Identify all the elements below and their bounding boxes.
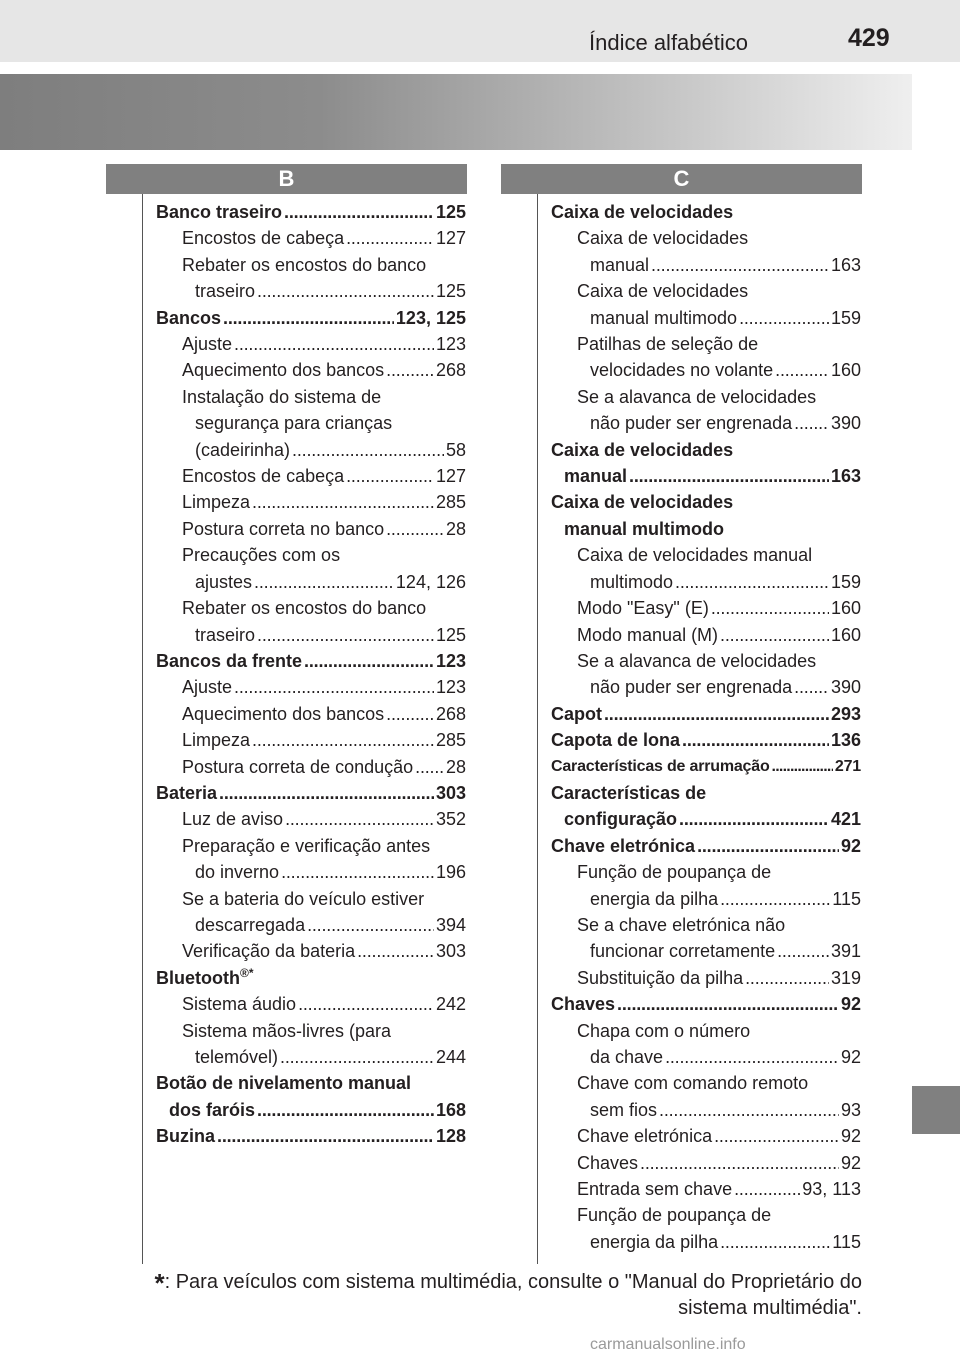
dot-leader bbox=[711, 595, 829, 621]
index-entry bbox=[551, 859, 861, 885]
index-entry-text: Limpeza bbox=[182, 492, 251, 513]
index-entry-text: Banco traseiro bbox=[156, 202, 283, 222]
dot-leader bbox=[772, 754, 833, 780]
index-entry-text: não puder ser engrenada bbox=[590, 413, 793, 434]
index-entry-text: do inverno bbox=[195, 862, 280, 883]
index-entry bbox=[551, 833, 861, 859]
index-entry-page: 124, 126 bbox=[395, 571, 466, 592]
index-entry-text: Rebater os encostos do banco bbox=[182, 598, 427, 619]
index-entry-text: Patilhas de seleção de bbox=[577, 334, 759, 355]
index-entry bbox=[551, 674, 861, 700]
column-header-c: C bbox=[501, 164, 862, 194]
index-entry-page: 128 bbox=[435, 1126, 466, 1147]
index-entry bbox=[156, 701, 466, 727]
index-entry-page: 244 bbox=[435, 1047, 466, 1067]
index-entry-text: Caixa de velocidades bbox=[551, 439, 734, 460]
header-bar bbox=[0, 0, 960, 62]
index-entry-page: 115 bbox=[832, 1231, 861, 1252]
index-entry-text: energia da pilha bbox=[590, 1231, 719, 1252]
index-entry-page: 28 bbox=[445, 518, 466, 539]
index-entry-page: 93, 113 bbox=[802, 1179, 861, 1200]
index-entry-page: 196 bbox=[435, 862, 466, 883]
dot-leader bbox=[720, 622, 829, 648]
index-entry bbox=[156, 489, 466, 515]
index-entry-text: funcionar corretamente bbox=[590, 941, 776, 962]
index-entry-text: sem fios bbox=[590, 1099, 658, 1120]
dot-leader bbox=[257, 622, 434, 648]
index-entry bbox=[551, 754, 861, 780]
index-entry-text: Características de arrumação bbox=[551, 757, 770, 775]
column-divider-b bbox=[142, 194, 143, 1264]
dot-leader bbox=[665, 1044, 839, 1070]
index-entry-text: Caixa de velocidades bbox=[577, 281, 749, 302]
index-entry-text: da chave bbox=[590, 1047, 664, 1067]
index-entry-text: (cadeirinha) bbox=[195, 439, 291, 460]
index-entry-text: manual multimodo bbox=[564, 518, 725, 539]
column-divider-c bbox=[537, 194, 538, 1264]
index-entry-text: Sistema mãos-livres (para bbox=[182, 1020, 392, 1041]
index-entry-page: 319 bbox=[830, 967, 861, 988]
index-entry-text: Bluetooth bbox=[156, 967, 240, 988]
index-entry-page: 285 bbox=[435, 730, 466, 751]
index-entry bbox=[156, 754, 466, 780]
index-entry-text: Capota de lona bbox=[551, 730, 681, 751]
index-entry-text: Chaves bbox=[577, 1152, 639, 1173]
dot-leader bbox=[280, 1044, 434, 1070]
index-entry bbox=[156, 727, 466, 753]
index-entry bbox=[551, 252, 861, 278]
index-entry-page: 125 bbox=[435, 281, 466, 302]
index-entry-text: manual multimodo bbox=[590, 307, 738, 328]
index-entry-text: Buzina bbox=[156, 1126, 216, 1147]
index-entry-page: 92 bbox=[840, 1152, 861, 1173]
index-entry-text: Substituição da pilha bbox=[577, 967, 744, 988]
index-entry-text: Bancos bbox=[156, 307, 222, 328]
index-entry bbox=[156, 648, 466, 674]
index-entry-text: manual bbox=[564, 466, 628, 487]
dot-leader bbox=[307, 912, 434, 938]
index-entry-text: Caixa de velocidades manual bbox=[577, 545, 813, 566]
index-entry-page: 127 bbox=[435, 466, 466, 487]
column-header-b: B bbox=[106, 164, 467, 194]
dot-leader bbox=[284, 199, 434, 225]
index-entry bbox=[156, 1018, 466, 1044]
index-entry-text: Chave eletrónica bbox=[577, 1126, 713, 1147]
index-entry bbox=[156, 938, 466, 964]
index-entry-text: velocidades no volante bbox=[590, 360, 774, 381]
index-entry bbox=[156, 463, 466, 489]
index-entry bbox=[551, 463, 861, 489]
index-entry-text: Limpeza bbox=[182, 730, 251, 751]
dot-leader bbox=[346, 463, 434, 489]
dot-leader bbox=[415, 754, 444, 780]
index-entry-page: 28 bbox=[445, 756, 466, 777]
index-entry-page: 123, 125 bbox=[395, 307, 466, 328]
index-entry bbox=[156, 595, 466, 621]
index-entry-superscript: ®* bbox=[239, 965, 254, 980]
dot-leader bbox=[217, 1123, 434, 1149]
index-entry bbox=[551, 225, 861, 251]
dot-leader bbox=[720, 886, 830, 912]
dot-leader bbox=[629, 463, 829, 489]
dot-leader bbox=[223, 305, 394, 331]
index-entry-page: 125 bbox=[435, 202, 466, 222]
index-entry bbox=[551, 437, 861, 463]
dot-leader bbox=[346, 225, 434, 251]
index-entry-text: Se a bateria do veículo estiver bbox=[182, 888, 425, 909]
index-entry-page: 115 bbox=[832, 888, 861, 909]
decorative-gradient-band bbox=[0, 74, 912, 150]
index-entry-text: Caixa de velocidades bbox=[551, 492, 734, 513]
dot-leader bbox=[234, 674, 434, 700]
index-column-c bbox=[551, 199, 861, 1255]
index-entry-text: configuração bbox=[564, 809, 678, 830]
index-entry-text: Encostos de cabeça bbox=[182, 466, 345, 487]
index-entry-page: 123 bbox=[435, 677, 466, 698]
index-entry bbox=[551, 622, 861, 648]
index-entry-page: 160 bbox=[830, 360, 861, 381]
index-entry bbox=[551, 384, 861, 410]
dot-leader bbox=[640, 1150, 839, 1176]
dot-leader bbox=[257, 278, 434, 304]
index-entry-page: 421 bbox=[830, 809, 861, 830]
index-entry-text: segurança para crianças bbox=[195, 413, 393, 434]
index-entry bbox=[156, 384, 466, 410]
dot-leader bbox=[659, 1097, 839, 1123]
index-entry-text: descarregada bbox=[195, 914, 306, 935]
index-entry bbox=[551, 806, 861, 832]
index-entry-page: 285 bbox=[435, 492, 466, 513]
index-entry-page: 123 bbox=[435, 650, 466, 671]
index-entry bbox=[551, 648, 861, 674]
index-entry-text: energia da pilha bbox=[590, 888, 719, 909]
index-entry-text: Bancos da frente bbox=[156, 650, 303, 671]
index-entry-page: 92 bbox=[840, 835, 861, 856]
dot-leader bbox=[292, 437, 444, 463]
index-entry-text: Se a alavanca de velocidades bbox=[577, 386, 817, 407]
index-entry bbox=[551, 1202, 861, 1228]
index-entry bbox=[551, 938, 861, 964]
index-entry-page: 92 bbox=[840, 1126, 861, 1147]
index-entry-text: Modo "Easy" (E) bbox=[577, 598, 709, 619]
index-entry bbox=[156, 991, 466, 1017]
index-entry bbox=[156, 1097, 466, 1123]
page-number: 429 bbox=[848, 24, 890, 52]
index-entry-text: Instalação do sistema de bbox=[182, 386, 382, 407]
index-entry bbox=[156, 569, 466, 595]
index-entry-text: Função de poupança de bbox=[577, 862, 772, 883]
index-entry-page: 352 bbox=[435, 809, 466, 830]
index-entry bbox=[156, 886, 466, 912]
dot-leader bbox=[386, 516, 444, 542]
dot-leader bbox=[675, 569, 829, 595]
index-entry bbox=[156, 252, 466, 278]
index-entry bbox=[156, 542, 466, 568]
section-title: Índice alfabético bbox=[589, 30, 748, 55]
index-entry bbox=[551, 1097, 861, 1123]
index-entry bbox=[156, 225, 466, 251]
index-entry-text: Caixa de velocidades bbox=[577, 228, 749, 249]
watermark: carmanualsonline.info bbox=[590, 1336, 746, 1353]
index-entry-page: 92 bbox=[840, 994, 861, 1015]
index-entry-text: Ajuste bbox=[182, 677, 233, 698]
index-entry-text: Função de poupança de bbox=[577, 1205, 772, 1226]
index-entry-page: 58 bbox=[445, 439, 466, 460]
index-entry-page: 159 bbox=[830, 571, 861, 592]
index-entry-page: 268 bbox=[435, 703, 466, 724]
index-entry-text: Luz de aviso bbox=[182, 809, 284, 830]
index-entry bbox=[551, 991, 861, 1017]
index-entry-text: Se a alavanca de velocidades bbox=[577, 650, 817, 671]
index-entry-text: Aquecimento dos bancos bbox=[182, 360, 385, 381]
index-entry-text: dos faróis bbox=[169, 1099, 256, 1120]
index-entry bbox=[551, 1176, 861, 1202]
index-entry-page: 127 bbox=[435, 228, 466, 249]
index-entry-text: Bateria bbox=[156, 782, 218, 803]
dot-leader bbox=[714, 1123, 839, 1149]
index-entry bbox=[156, 516, 466, 542]
index-entry-text: traseiro bbox=[195, 281, 256, 302]
dot-leader bbox=[252, 489, 434, 515]
index-entry-page: 160 bbox=[830, 624, 861, 645]
index-entry bbox=[156, 1070, 466, 1096]
index-entry-text: Encostos de cabeça bbox=[182, 228, 345, 249]
dot-leader bbox=[794, 410, 829, 436]
dot-leader bbox=[357, 938, 434, 964]
dot-leader bbox=[794, 674, 829, 700]
index-entry-text: Rebater os encostos do banco bbox=[182, 254, 427, 275]
index-entry bbox=[551, 516, 861, 542]
section-tab bbox=[912, 1086, 960, 1134]
index-entry-text: Postura correta no banco bbox=[182, 518, 385, 539]
dot-leader bbox=[257, 1097, 434, 1123]
dot-leader bbox=[604, 701, 829, 727]
index-entry-page: 163 bbox=[830, 254, 861, 275]
index-entry-text: Verificação da bateria bbox=[182, 941, 356, 962]
index-entry bbox=[156, 833, 466, 859]
index-entry-text: Botão de nivelamento manual bbox=[156, 1073, 412, 1094]
index-entry-page: 293 bbox=[830, 703, 861, 724]
index-entry bbox=[156, 1044, 466, 1070]
index-entry bbox=[551, 1070, 861, 1096]
dot-leader bbox=[386, 357, 434, 383]
dot-leader bbox=[386, 701, 434, 727]
index-entry-page: 303 bbox=[435, 782, 466, 803]
index-entry-text: Aquecimento dos bancos bbox=[182, 703, 385, 724]
index-entry-text: Entrada sem chave bbox=[577, 1179, 733, 1200]
index-entry-text: Características de bbox=[551, 782, 707, 803]
index-entry bbox=[551, 305, 861, 331]
index-entry-text: Chapa com o número bbox=[577, 1020, 751, 1041]
index-entry bbox=[551, 965, 861, 991]
index-entry-page: 168 bbox=[435, 1099, 466, 1120]
index-entry bbox=[156, 912, 466, 938]
index-entry-page: 390 bbox=[830, 677, 861, 698]
dot-leader bbox=[720, 1229, 830, 1255]
index-entry bbox=[551, 489, 861, 515]
dot-leader bbox=[682, 727, 829, 753]
index-entry-text: Sistema áudio bbox=[182, 994, 297, 1015]
index-entry-page: 125 bbox=[435, 624, 466, 645]
index-entry bbox=[156, 331, 466, 357]
footnote bbox=[90, 1270, 862, 1321]
index-entry-page: 123 bbox=[435, 334, 466, 355]
index-entry-text: Capot bbox=[551, 703, 602, 724]
dot-leader bbox=[651, 252, 829, 278]
index-entry-text: Chave eletrónica bbox=[551, 835, 696, 856]
index-column-b bbox=[156, 199, 466, 1150]
index-entry-page: 93 bbox=[840, 1099, 861, 1120]
dot-leader bbox=[298, 991, 434, 1017]
index-entry-page: 394 bbox=[435, 914, 466, 935]
index-entry bbox=[156, 199, 466, 225]
index-entry-page: 160 bbox=[830, 598, 861, 619]
index-entry-text: traseiro bbox=[195, 624, 256, 645]
index-entry bbox=[156, 305, 466, 331]
index-entry-text: Se a chave eletrónica não bbox=[577, 914, 786, 935]
dot-leader bbox=[734, 1176, 800, 1202]
dot-leader bbox=[775, 357, 829, 383]
index-entry bbox=[551, 886, 861, 912]
index-entry bbox=[156, 859, 466, 885]
index-entry-text: não puder ser engrenada bbox=[590, 677, 793, 698]
index-entry-text: Chaves bbox=[551, 994, 616, 1015]
index-entry bbox=[156, 357, 466, 383]
index-entry-page: 271 bbox=[834, 757, 861, 775]
index-entry bbox=[156, 1123, 466, 1149]
index-entry bbox=[551, 542, 861, 568]
dot-leader bbox=[304, 648, 434, 674]
index-entry-page: 390 bbox=[830, 413, 861, 434]
index-entry bbox=[551, 1044, 861, 1070]
index-entry-page: 92 bbox=[840, 1047, 861, 1067]
index-entry-text: Modo manual (M) bbox=[577, 624, 719, 645]
dot-leader bbox=[777, 938, 829, 964]
index-entry bbox=[551, 278, 861, 304]
dot-leader bbox=[252, 727, 434, 753]
dot-leader bbox=[679, 806, 829, 832]
footnote-text: : Para veículos com sistema multimédia, consulte o "Manual do Proprietário do sistema multimédia". bbox=[164, 1271, 862, 1319]
dot-leader bbox=[219, 780, 434, 806]
index-entry bbox=[551, 727, 861, 753]
index-entry-page: 303 bbox=[435, 941, 466, 962]
index-entry bbox=[156, 965, 466, 991]
index-entry bbox=[551, 912, 861, 938]
index-entry bbox=[551, 410, 861, 436]
index-entry-page: 163 bbox=[830, 466, 861, 487]
dot-leader bbox=[617, 991, 839, 1017]
dot-leader bbox=[234, 331, 434, 357]
footnote-marker: * bbox=[154, 1268, 165, 1298]
index-entry-page: 159 bbox=[830, 307, 861, 328]
index-entry bbox=[156, 780, 466, 806]
dot-leader bbox=[697, 833, 839, 859]
index-entry bbox=[551, 569, 861, 595]
index-entry bbox=[156, 410, 466, 436]
index-entry-text: Chave com comando remoto bbox=[577, 1073, 809, 1094]
index-entry-page: 136 bbox=[830, 730, 861, 751]
index-entry-text: Preparação e verificação antes bbox=[182, 835, 431, 856]
index-entry-text: Postura correta de condução bbox=[182, 756, 414, 777]
index-entry-page: 242 bbox=[435, 994, 466, 1015]
index-entry-text: multimodo bbox=[590, 571, 674, 592]
index-entry bbox=[551, 1229, 861, 1255]
dot-leader bbox=[281, 859, 434, 885]
index-entry bbox=[551, 199, 861, 225]
index-entry-text: ajustes bbox=[195, 571, 253, 592]
dot-leader bbox=[285, 806, 434, 832]
dot-leader bbox=[254, 569, 394, 595]
index-entry bbox=[551, 701, 861, 727]
index-entry-text: Precauções com os bbox=[182, 545, 341, 566]
index-entry bbox=[551, 331, 861, 357]
index-entry bbox=[551, 357, 861, 383]
dot-leader bbox=[739, 305, 829, 331]
index-entry bbox=[551, 1018, 861, 1044]
index-entry bbox=[156, 622, 466, 648]
index-entry bbox=[551, 1123, 861, 1149]
index-entry bbox=[156, 806, 466, 832]
index-entry-page: 268 bbox=[435, 360, 466, 381]
index-entry bbox=[156, 278, 466, 304]
index-entry-text: Ajuste bbox=[182, 334, 233, 355]
index-entry bbox=[156, 437, 466, 463]
index-entry bbox=[156, 674, 466, 700]
index-entry-text: Caixa de velocidades bbox=[551, 202, 734, 222]
index-entry-page: 391 bbox=[830, 941, 861, 962]
index-entry bbox=[551, 1150, 861, 1176]
index-entry-text: telemóvel) bbox=[195, 1047, 279, 1067]
dot-leader bbox=[745, 965, 829, 991]
index-entry-text: manual bbox=[590, 254, 650, 275]
index-entry bbox=[551, 595, 861, 621]
index-entry bbox=[551, 780, 861, 806]
